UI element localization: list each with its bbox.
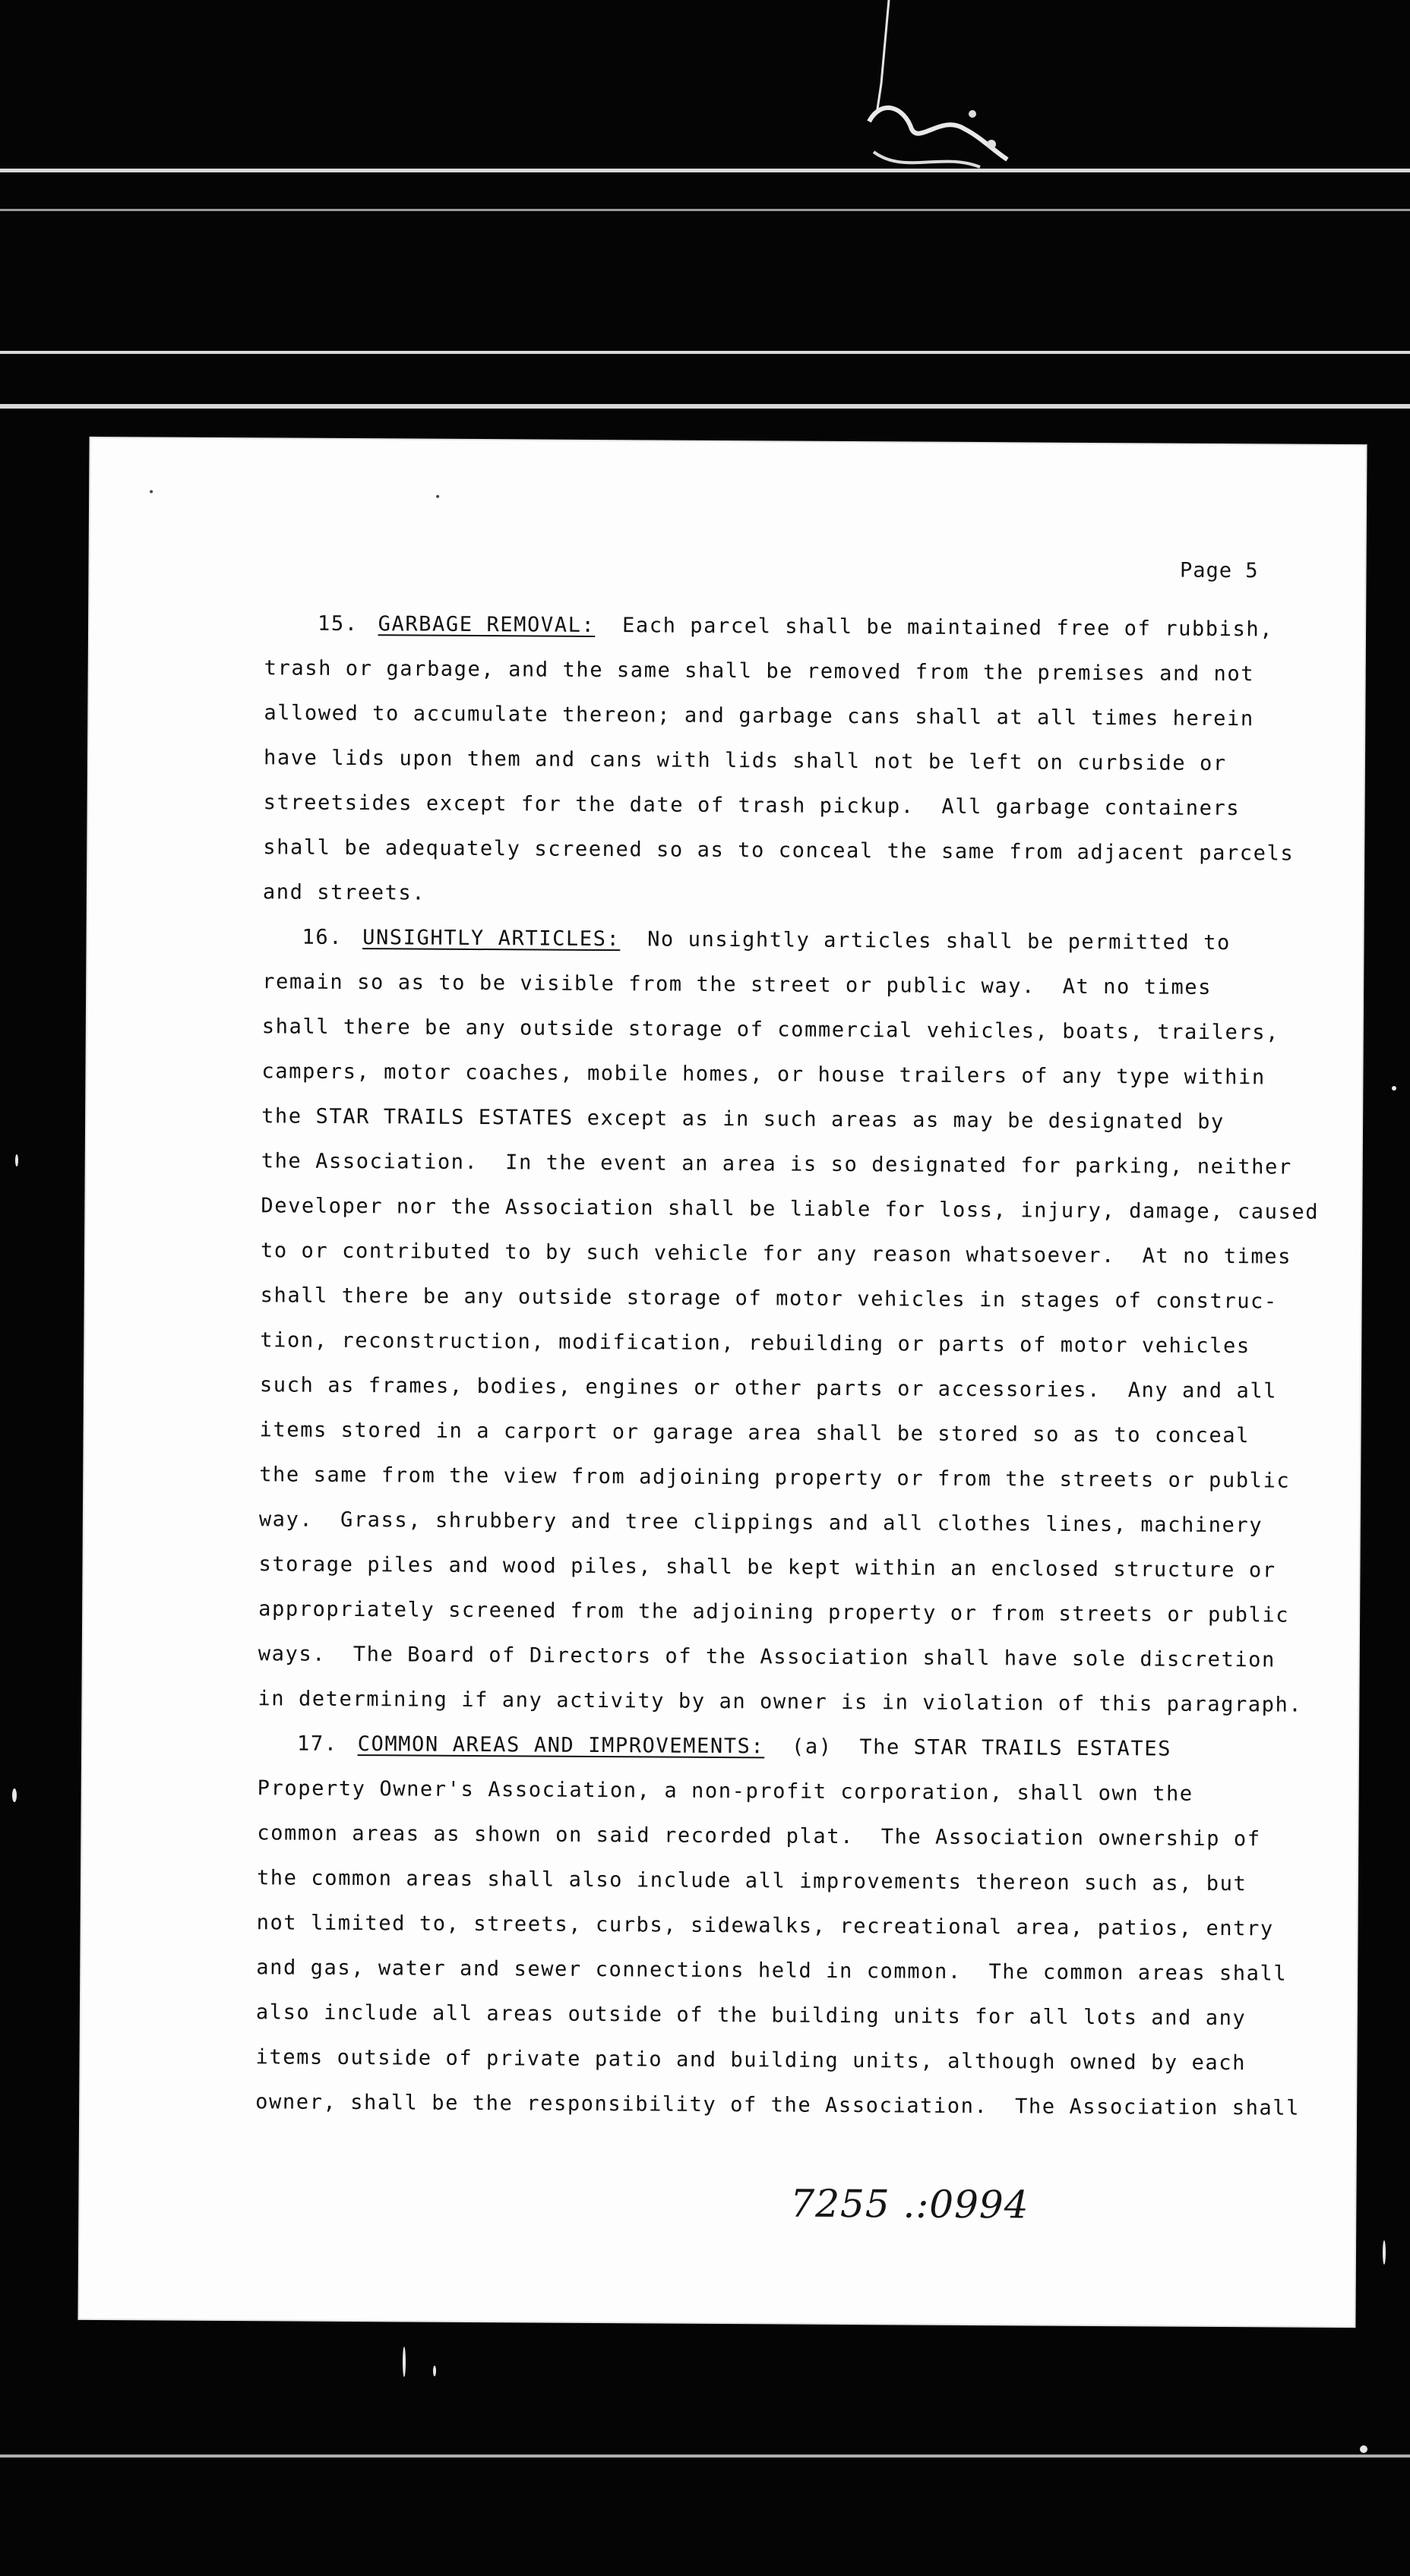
text-line: Property Owner's Association, a non-profit corporation, shall own the bbox=[257, 1776, 1193, 1806]
document-body bbox=[255, 601, 1320, 2130]
page-speck bbox=[436, 495, 439, 498]
section-heading: GARBAGE REMOVAL: bbox=[378, 612, 596, 637]
text-line: items outside of private patio and building units, although owned by each bbox=[255, 2045, 1247, 2076]
recording-number: 7255 .:0994 bbox=[790, 2181, 1029, 2227]
section-15-first-line bbox=[264, 601, 1313, 652]
section-heading: COMMON AREAS AND IMPROVEMENTS: bbox=[357, 1732, 765, 1759]
scan-streak bbox=[0, 169, 1410, 172]
document-page bbox=[79, 438, 1365, 2326]
text-line: to or contributed to by such vehicle for any reason whatsoever. At no times bbox=[260, 1239, 1292, 1269]
text-line: Each parcel shall be maintained free of rubbish, bbox=[621, 614, 1274, 642]
scan-artifact-mark bbox=[858, 0, 1026, 197]
text-line: shall be adequately screened so as to conceal the same from adjacent parcels bbox=[263, 835, 1295, 866]
text-line: and streets. bbox=[262, 880, 426, 905]
text-line: campers, motor coaches, mobile homes, or house trailers of any type within bbox=[261, 1059, 1266, 1090]
text-line: shall there be any outside storage of motor vehicles in stages of construc- bbox=[260, 1283, 1278, 1314]
section-17-first-line bbox=[258, 1721, 1306, 1772]
page-number: Page 5 bbox=[1179, 558, 1259, 583]
section-number: 17. bbox=[296, 1732, 338, 1756]
section-heading: UNSIGHTLY ARTICLES: bbox=[362, 926, 621, 952]
text-line: (a) The STAR TRAILS ESTATES bbox=[791, 1735, 1172, 1761]
scan-speck bbox=[12, 1788, 17, 1802]
text-line: and gas, water and sewer connections held in common. The common areas shall bbox=[256, 1956, 1288, 1986]
text-line: appropriately screened from the adjoining property or from streets or public bbox=[258, 1597, 1290, 1627]
text-line: storage piles and wood piles, shall be kept within an enclosed structure or bbox=[258, 1552, 1276, 1583]
text-line: in determining if any activity by an owner is in violation of this paragraph. bbox=[258, 1687, 1303, 1717]
text-line: the STAR TRAILS ESTATES except as in such areas as may be designated by bbox=[261, 1104, 1225, 1135]
text-line: also include all areas outside of the building units for all lots and any bbox=[255, 2000, 1247, 2031]
text-line: remain so as to be visible from the street or public way. At no times bbox=[262, 970, 1212, 999]
text-line: owner, shall be the responsibility of the Association. The Association shall bbox=[255, 2090, 1301, 2120]
scan-streak bbox=[0, 351, 1410, 354]
text-line: No unsightly articles shall be permitted to bbox=[647, 927, 1231, 955]
text-line: the same from the view from adjoining property or from the streets or public bbox=[259, 1463, 1291, 1493]
section-number: 16. bbox=[302, 925, 343, 949]
text-line: shall there be any outside storage of commercial vehicles, boats, trailers, bbox=[261, 1015, 1280, 1045]
text-line: trash or garbage, and the same shall be removed from the premises and not bbox=[264, 656, 1255, 687]
text-line: items stored in a carport or garage area shall be stored so as to conceal bbox=[259, 1418, 1250, 1448]
text-line: the common areas shall also include all improvements thereon such as, but bbox=[256, 1866, 1247, 1896]
text-line: such as frames, bodies, engines or other parts or accessories. Any and all bbox=[259, 1373, 1278, 1403]
section-number: 15. bbox=[317, 611, 359, 636]
scan-streak bbox=[0, 2454, 1410, 2458]
scan-speck bbox=[403, 2347, 406, 2377]
text-line: tion, reconstruction, modification, rebuilding or parts of motor vehicles bbox=[260, 1328, 1250, 1359]
scan-streak bbox=[0, 209, 1410, 211]
scan-speck bbox=[1360, 2445, 1367, 2453]
scan-speck bbox=[433, 2366, 436, 2376]
text-line: the Association. In the event an area is so designated for parking, neither bbox=[261, 1149, 1292, 1179]
text-line: common areas as shown on said recorded plat. The Association ownership of bbox=[257, 1821, 1261, 1852]
text-line: not limited to, streets, curbs, sidewalks, recreational area, patios, entry bbox=[256, 1911, 1274, 1941]
scan-speck bbox=[1383, 2240, 1386, 2265]
text-line: way. Grass, shrubbery and tree clippings and all clothes lines, machinery bbox=[258, 1507, 1263, 1538]
text-line: ways. The Board of Directors of the Association shall have sole discretion bbox=[258, 1642, 1276, 1672]
text-line: allowed to accumulate thereon; and garbage cans shall at all times herein bbox=[264, 701, 1254, 731]
text-line: streetsides except for the date of trash pickup. All garbage containers bbox=[263, 791, 1241, 821]
text-line: have lids upon them and cans with lids shall not be left on curbside or bbox=[263, 746, 1227, 776]
page-speck bbox=[150, 490, 153, 493]
scan-speck bbox=[1392, 1086, 1396, 1091]
scan-streak bbox=[0, 404, 1410, 409]
section-16-first-line bbox=[262, 914, 1310, 965]
scan-speck bbox=[15, 1154, 18, 1166]
text-line: Developer nor the Association shall be liable for loss, injury, damage, caused bbox=[261, 1194, 1320, 1224]
